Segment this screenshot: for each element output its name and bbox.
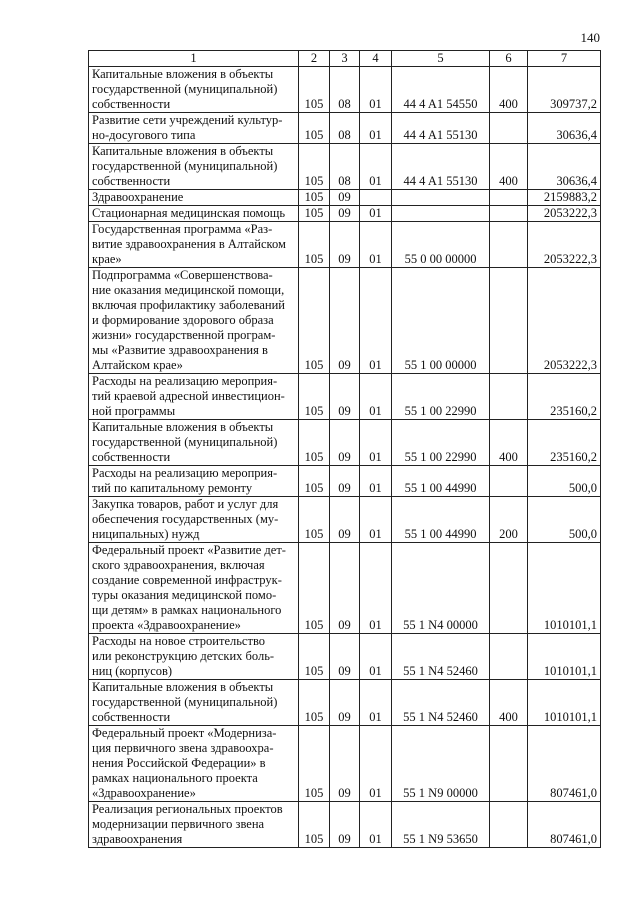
target-article-cell: 55 1 00 00000 bbox=[392, 268, 490, 374]
amount-cell: 2159883,2 bbox=[528, 190, 601, 206]
row-name-line: жизни» государственной програм- bbox=[92, 328, 276, 342]
row-name-cell bbox=[89, 543, 299, 634]
expense-type-cell bbox=[490, 374, 528, 420]
budget-table bbox=[88, 50, 601, 848]
section-code-cell: 09 bbox=[330, 268, 360, 374]
amount-cell: 30636,4 bbox=[528, 113, 601, 144]
expense-type-cell bbox=[490, 802, 528, 848]
row-name-line: собственности bbox=[92, 450, 171, 464]
row-name-cell bbox=[89, 222, 299, 268]
row-name-line: щи детям» в рамках национального bbox=[92, 603, 282, 617]
amount-cell: 2053222,3 bbox=[528, 222, 601, 268]
amount-cell: 1010101,1 bbox=[528, 680, 601, 726]
row-name-line: Капитальные вложения в объекты bbox=[92, 420, 274, 434]
section-code-cell: 09 bbox=[330, 420, 360, 466]
row-name-line: Расходы на новое строительство bbox=[92, 634, 266, 648]
row-name-line: государственной (муниципальной) bbox=[92, 695, 278, 709]
table-row bbox=[89, 113, 601, 144]
subsection-code-cell: 01 bbox=[360, 67, 392, 113]
subsection-code-cell: 01 bbox=[360, 802, 392, 848]
table-row bbox=[89, 634, 601, 680]
ministry-code-cell: 105 bbox=[299, 206, 330, 222]
ministry-code-cell: 105 bbox=[299, 67, 330, 113]
subsection-code-cell: 01 bbox=[360, 634, 392, 680]
row-name-line: создание современной инфраструк- bbox=[92, 573, 282, 587]
expense-type-cell bbox=[490, 206, 528, 222]
subsection-code-cell: 01 bbox=[360, 206, 392, 222]
expense-type-cell: 400 bbox=[490, 680, 528, 726]
row-name-line: Здравоохранение bbox=[92, 190, 184, 204]
subsection-code-cell: 01 bbox=[360, 113, 392, 144]
subsection-code-cell: 01 bbox=[360, 726, 392, 802]
expense-type-cell: 200 bbox=[490, 497, 528, 543]
row-name-line: ция первичного звена здравоохра- bbox=[92, 741, 274, 755]
subsection-code-cell: 01 bbox=[360, 268, 392, 374]
expense-type-cell bbox=[490, 634, 528, 680]
row-name-line: Реализация региональных проектов bbox=[92, 802, 283, 816]
target-article-cell: 55 1 N4 52460 bbox=[392, 634, 490, 680]
ministry-code-cell: 105 bbox=[299, 420, 330, 466]
table-row bbox=[89, 726, 601, 802]
row-name-line: Стационарная медицинская помощь bbox=[92, 206, 286, 220]
subsection-code-cell: 01 bbox=[360, 144, 392, 190]
column-header: 1 bbox=[89, 51, 299, 67]
row-name-line: крае» bbox=[92, 252, 122, 266]
table-row bbox=[89, 420, 601, 466]
row-name-line: тий по капитальному ремонту bbox=[92, 481, 253, 495]
target-article-cell: 55 1 00 22990 bbox=[392, 420, 490, 466]
target-article-cell: 55 1 N9 00000 bbox=[392, 726, 490, 802]
section-code-cell: 09 bbox=[330, 543, 360, 634]
row-name-line: собственности bbox=[92, 174, 171, 188]
row-name-line: включая профилактику заболеваний bbox=[92, 298, 285, 312]
row-name-line: Расходы на реализацию мероприя- bbox=[92, 374, 278, 388]
ministry-code-cell: 105 bbox=[299, 144, 330, 190]
ministry-code-cell: 105 bbox=[299, 190, 330, 206]
row-name-line: ниц (корпусов) bbox=[92, 664, 173, 678]
row-name-line: Капитальные вложения в объекты bbox=[92, 144, 274, 158]
target-article-cell: 55 1 00 22990 bbox=[392, 374, 490, 420]
expense-type-cell bbox=[490, 726, 528, 802]
row-name-cell bbox=[89, 466, 299, 497]
table-row bbox=[89, 497, 601, 543]
amount-cell: 30636,4 bbox=[528, 144, 601, 190]
target-article-cell: 55 0 00 00000 bbox=[392, 222, 490, 268]
row-name-line: Федеральный проект «Развитие дет- bbox=[92, 543, 286, 557]
section-code-cell: 09 bbox=[330, 802, 360, 848]
row-name-cell bbox=[89, 374, 299, 420]
row-name-line: государственной (муниципальной) bbox=[92, 435, 278, 449]
header-row bbox=[89, 51, 601, 67]
section-code-cell: 09 bbox=[330, 680, 360, 726]
subsection-code-cell: 01 bbox=[360, 222, 392, 268]
expense-type-cell bbox=[490, 190, 528, 206]
row-name-line: государственной (муниципальной) bbox=[92, 159, 278, 173]
amount-cell: 2053222,3 bbox=[528, 206, 601, 222]
section-code-cell: 08 bbox=[330, 67, 360, 113]
target-article-cell: 55 1 N4 52460 bbox=[392, 680, 490, 726]
table-row bbox=[89, 543, 601, 634]
expense-type-cell bbox=[490, 466, 528, 497]
ministry-code-cell: 105 bbox=[299, 268, 330, 374]
table-row bbox=[89, 222, 601, 268]
row-name-line: Государственная программа «Раз- bbox=[92, 222, 273, 236]
row-name-line: Подпрограмма «Совершенствова- bbox=[92, 268, 273, 282]
subsection-code-cell: 01 bbox=[360, 680, 392, 726]
row-name-cell bbox=[89, 634, 299, 680]
column-header: 7 bbox=[528, 51, 601, 67]
row-name-cell bbox=[89, 144, 299, 190]
amount-cell: 500,0 bbox=[528, 466, 601, 497]
row-name-line: собственности bbox=[92, 97, 171, 111]
row-name-line: Алтайском крае» bbox=[92, 358, 183, 372]
row-name-line: ние оказания медицинской помощи, bbox=[92, 283, 285, 297]
amount-cell: 807461,0 bbox=[528, 802, 601, 848]
row-name-cell bbox=[89, 420, 299, 466]
ministry-code-cell: 105 bbox=[299, 634, 330, 680]
ministry-code-cell: 105 bbox=[299, 543, 330, 634]
target-article-cell: 44 4 A1 55130 bbox=[392, 113, 490, 144]
row-name-line: государственной (муниципальной) bbox=[92, 82, 278, 96]
section-code-cell: 08 bbox=[330, 144, 360, 190]
ministry-code-cell: 105 bbox=[299, 497, 330, 543]
ministry-code-cell: 105 bbox=[299, 222, 330, 268]
expense-type-cell: 400 bbox=[490, 144, 528, 190]
target-article-cell bbox=[392, 190, 490, 206]
row-name-line: тий краевой адресной инвестицион- bbox=[92, 389, 285, 403]
ministry-code-cell: 105 bbox=[299, 680, 330, 726]
row-name-line: Капитальные вложения в объекты bbox=[92, 680, 274, 694]
row-name-line: модернизации первичного звена bbox=[92, 817, 265, 831]
table-row bbox=[89, 802, 601, 848]
amount-cell: 807461,0 bbox=[528, 726, 601, 802]
section-code-cell: 09 bbox=[330, 190, 360, 206]
row-name-line: Расходы на реализацию мероприя- bbox=[92, 466, 278, 480]
target-article-cell: 44 4 A1 55130 bbox=[392, 144, 490, 190]
row-name-line: но-досугового типа bbox=[92, 128, 196, 142]
target-article-cell: 55 1 N9 53650 bbox=[392, 802, 490, 848]
section-code-cell: 09 bbox=[330, 634, 360, 680]
subsection-code-cell: 01 bbox=[360, 374, 392, 420]
row-name-line: обеспечения государственных (му- bbox=[92, 512, 279, 526]
row-name-line: ниципальных) нужд bbox=[92, 527, 200, 541]
expense-type-cell bbox=[490, 268, 528, 374]
table-row bbox=[89, 680, 601, 726]
subsection-code-cell bbox=[360, 190, 392, 206]
amount-cell: 2053222,3 bbox=[528, 268, 601, 374]
amount-cell: 235160,2 bbox=[528, 374, 601, 420]
row-name-line: Капитальные вложения в объекты bbox=[92, 67, 274, 81]
section-code-cell: 09 bbox=[330, 222, 360, 268]
amount-cell: 1010101,1 bbox=[528, 543, 601, 634]
row-name-line: Закупка товаров, работ и услуг для bbox=[92, 497, 279, 511]
ministry-code-cell: 105 bbox=[299, 726, 330, 802]
target-article-cell: 44 4 A1 54550 bbox=[392, 67, 490, 113]
row-name-cell bbox=[89, 497, 299, 543]
row-name-line: ной программы bbox=[92, 404, 176, 418]
subsection-code-cell: 01 bbox=[360, 420, 392, 466]
section-code-cell: 09 bbox=[330, 206, 360, 222]
row-name-line: мы «Развитие здравоохранения в bbox=[92, 343, 268, 357]
section-code-cell: 09 bbox=[330, 374, 360, 420]
column-header: 6 bbox=[490, 51, 528, 67]
target-article-cell: 55 1 00 44990 bbox=[392, 497, 490, 543]
column-header: 5 bbox=[392, 51, 490, 67]
expense-type-cell bbox=[490, 222, 528, 268]
amount-cell: 500,0 bbox=[528, 497, 601, 543]
row-name-line: здравоохранения bbox=[92, 832, 183, 846]
table-row bbox=[89, 374, 601, 420]
table-row bbox=[89, 67, 601, 113]
ministry-code-cell: 105 bbox=[299, 466, 330, 497]
table-row bbox=[89, 466, 601, 497]
target-article-cell: 55 1 N4 00000 bbox=[392, 543, 490, 634]
row-name-cell bbox=[89, 113, 299, 144]
row-name-line: собственности bbox=[92, 710, 171, 724]
expense-type-cell: 400 bbox=[490, 67, 528, 113]
row-name-line: или реконструкцию детских боль- bbox=[92, 649, 275, 663]
row-name-cell bbox=[89, 726, 299, 802]
subsection-code-cell: 01 bbox=[360, 543, 392, 634]
ministry-code-cell: 105 bbox=[299, 802, 330, 848]
subsection-code-cell: 01 bbox=[360, 497, 392, 543]
ministry-code-cell: 105 bbox=[299, 374, 330, 420]
target-article-cell: 55 1 00 44990 bbox=[392, 466, 490, 497]
expense-type-cell bbox=[490, 543, 528, 634]
section-code-cell: 08 bbox=[330, 113, 360, 144]
table-row bbox=[89, 190, 601, 206]
row-name-cell bbox=[89, 802, 299, 848]
subsection-code-cell: 01 bbox=[360, 466, 392, 497]
row-name-line: нения Российской Федерации» в bbox=[92, 756, 266, 770]
row-name-line: Федеральный проект «Модерниза- bbox=[92, 726, 277, 740]
row-name-cell bbox=[89, 680, 299, 726]
row-name-line: ского здравоохранения, включая bbox=[92, 558, 265, 572]
table-row bbox=[89, 268, 601, 374]
row-name-cell bbox=[89, 206, 299, 222]
row-name-line: и формирование здорового образа bbox=[92, 313, 274, 327]
expense-type-cell bbox=[490, 113, 528, 144]
ministry-code-cell: 105 bbox=[299, 113, 330, 144]
row-name-line: Развитие сети учреждений культур- bbox=[92, 113, 283, 127]
page-number: 140 bbox=[580, 30, 600, 45]
row-name-cell bbox=[89, 67, 299, 113]
column-header: 2 bbox=[299, 51, 330, 67]
column-header: 3 bbox=[330, 51, 360, 67]
target-article-cell bbox=[392, 206, 490, 222]
table-row bbox=[89, 206, 601, 222]
row-name-line: витие здравоохранения в Алтайском bbox=[92, 237, 286, 251]
section-code-cell: 09 bbox=[330, 726, 360, 802]
column-header: 4 bbox=[360, 51, 392, 67]
row-name-cell bbox=[89, 190, 299, 206]
table-row bbox=[89, 144, 601, 190]
row-name-line: «Здравоохранение» bbox=[92, 786, 196, 800]
row-name-cell bbox=[89, 268, 299, 374]
row-name-line: туры оказания медицинской помо- bbox=[92, 588, 277, 602]
amount-cell: 235160,2 bbox=[528, 420, 601, 466]
row-name-line: рамках национального проекта bbox=[92, 771, 258, 785]
amount-cell: 309737,2 bbox=[528, 67, 601, 113]
expense-type-cell: 400 bbox=[490, 420, 528, 466]
row-name-line: проекта «Здравоохранение» bbox=[92, 618, 241, 632]
section-code-cell: 09 bbox=[330, 466, 360, 497]
amount-cell: 1010101,1 bbox=[528, 634, 601, 680]
section-code-cell: 09 bbox=[330, 497, 360, 543]
